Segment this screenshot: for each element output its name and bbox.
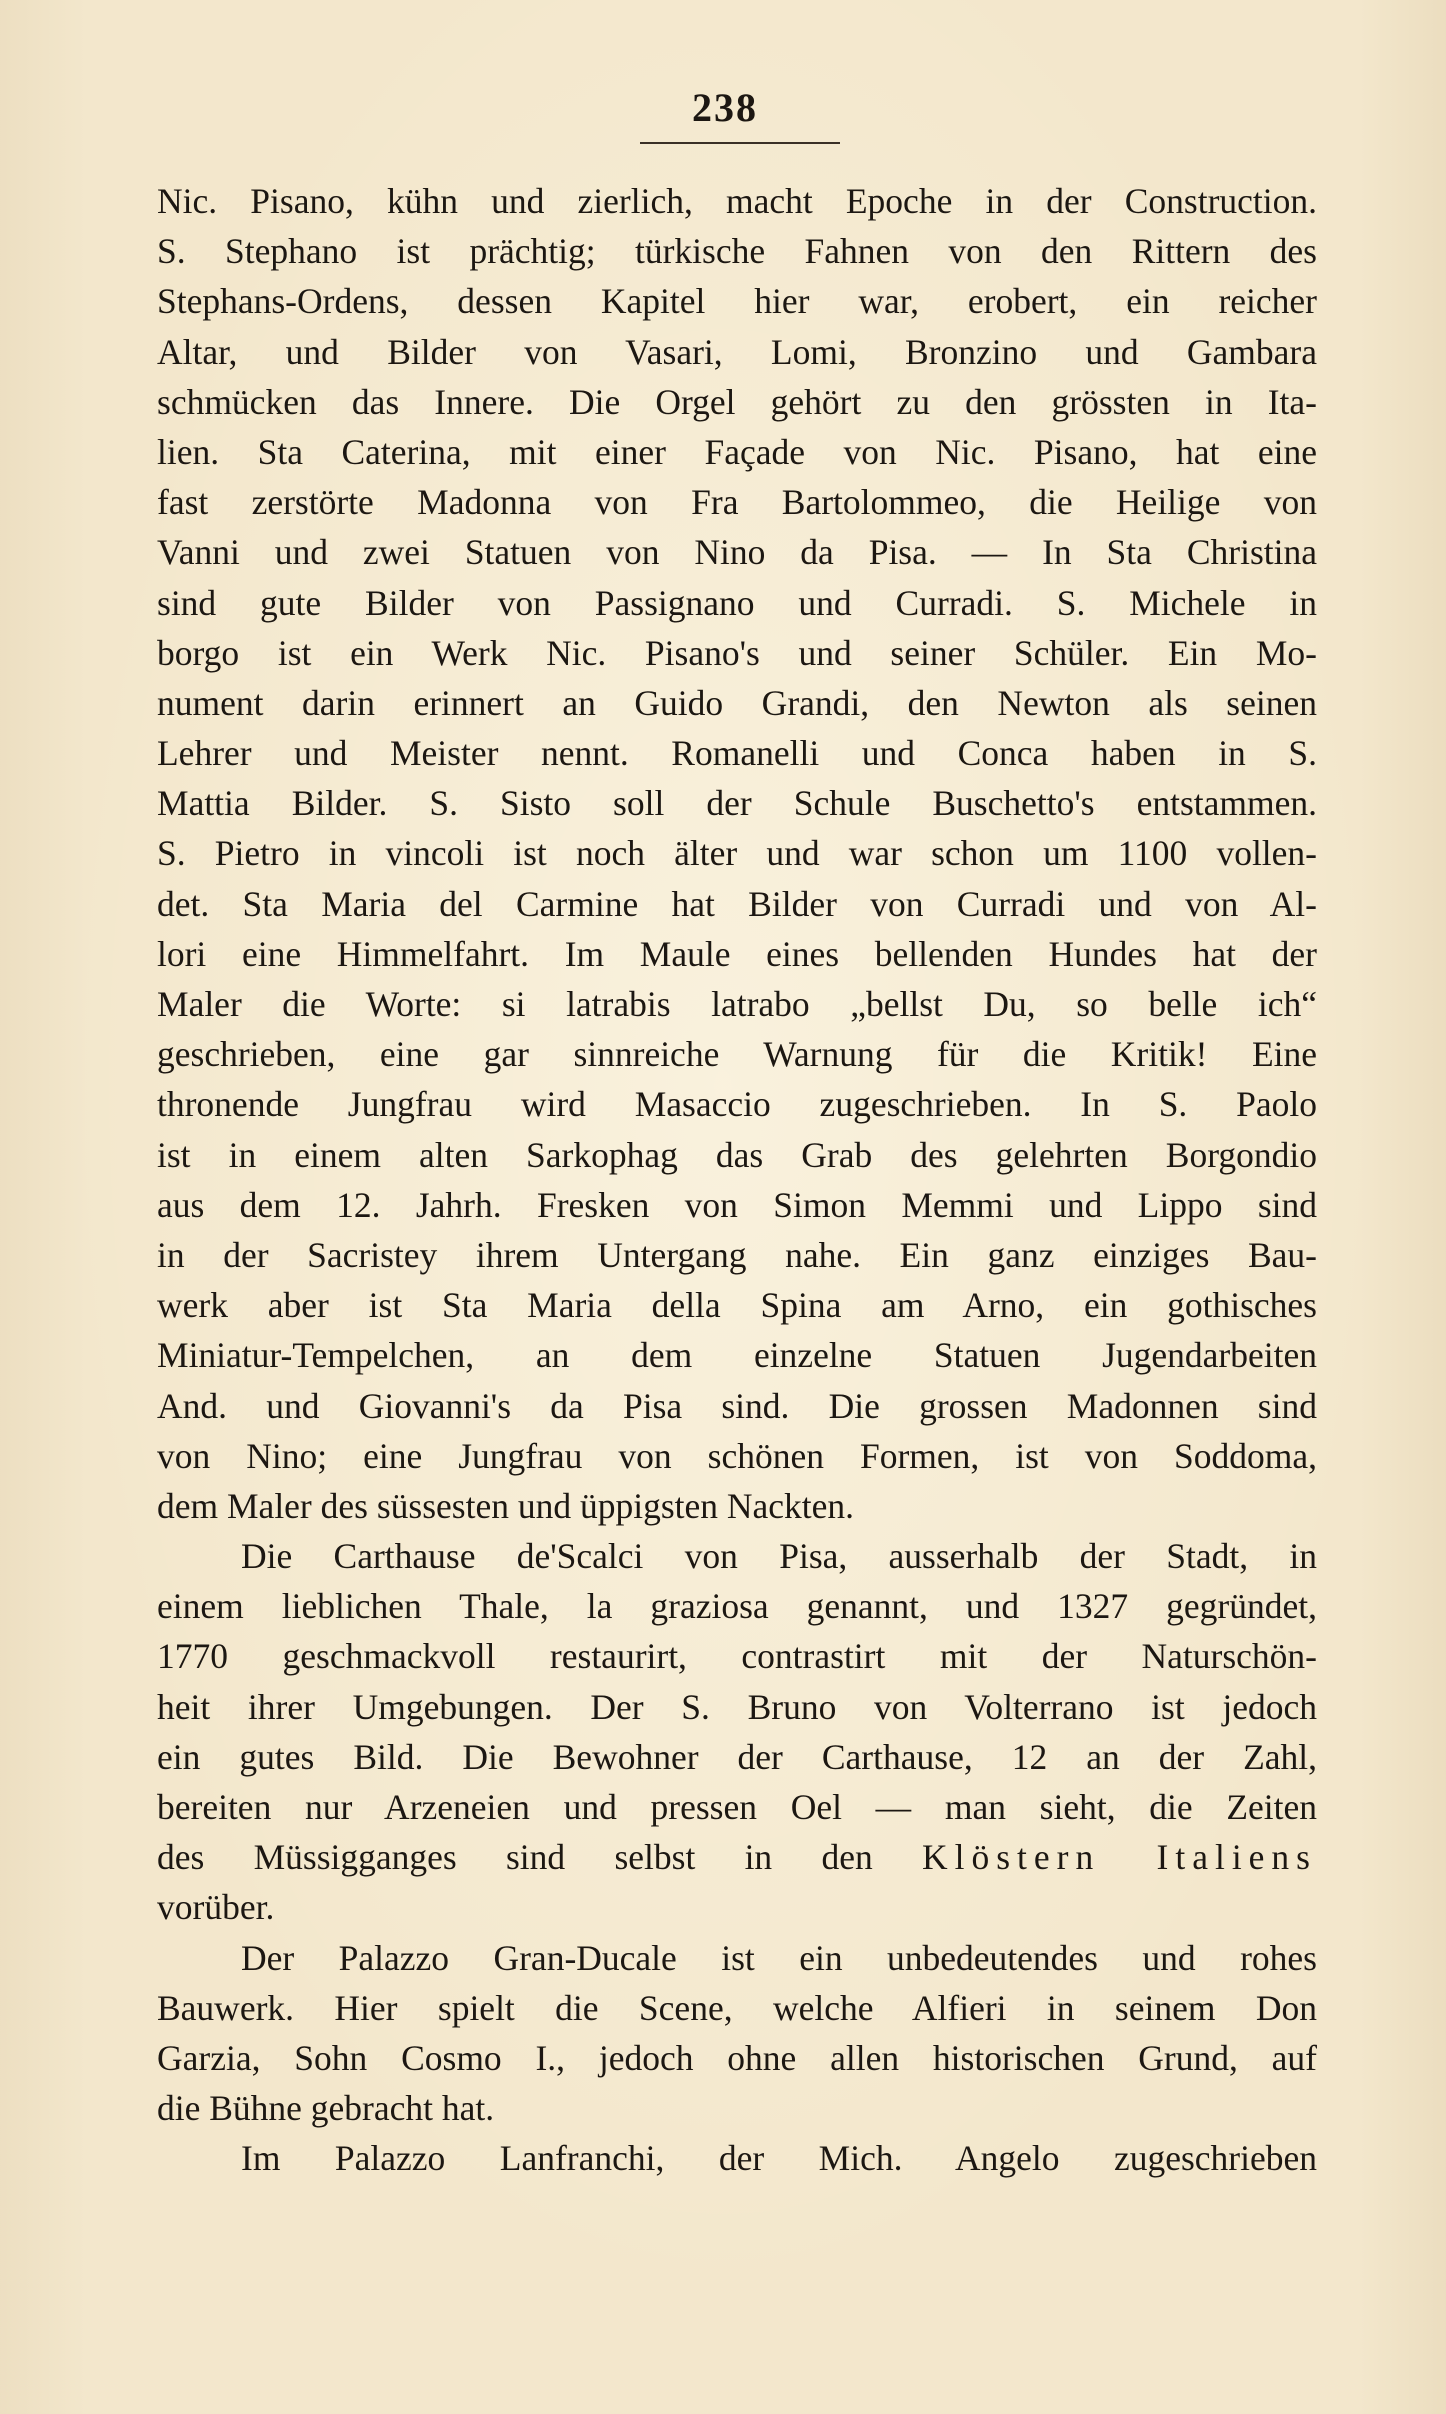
text-line: des Müssigganges sind selbst in den Klöstern Italiens bbox=[157, 1837, 1317, 1878]
page-number: 238 bbox=[692, 85, 758, 130]
text-line: die Bühne gebracht hat. bbox=[157, 2088, 495, 2129]
text-line: nument darin erinnert an Guido Grandi, den Newton als seinen bbox=[157, 682, 1317, 723]
text-line: Bauwerk. Hier spielt die Scene, welche Alfieri in seinem Don bbox=[157, 1987, 1317, 2028]
text-line: And. und Giovanni's da Pisa sind. Die grossen Madonnen sind bbox=[157, 1385, 1317, 1426]
text-line: thronende Jungfrau wird Masaccio zugeschrieben. In S. Paolo bbox=[157, 1084, 1317, 1125]
text-line: bereiten nur Arzeneien und pressen Oel — man sieht, die Zeiten bbox=[157, 1787, 1317, 1827]
text-line: borgo ist ein Werk Nic. Pisano's und seiner Schüler. Ein Mo- bbox=[157, 632, 1317, 673]
text-line: von Nino; eine Jungfrau von schönen Formen, ist von Soddoma, bbox=[157, 1435, 1317, 1476]
text-line: vorüber. bbox=[157, 1887, 275, 1928]
text-line: lien. Sta Caterina, mit einer Façade von Nic. Pisano, hat eine bbox=[157, 431, 1317, 472]
text-line: lori eine Himmelfahrt. Im Maule eines bellenden Hundes hat der bbox=[157, 933, 1317, 974]
text-line: dem Maler des süssesten und üppigsten Nackten. bbox=[157, 1485, 855, 1526]
text-line: Stephans-Ordens, dessen Kapitel hier war, erobert, ein reicher bbox=[157, 281, 1317, 322]
text-line: Im Palazzo Lanfranchi, der Mich. Angelo zugeschrieben bbox=[241, 2138, 1317, 2179]
text-line: geschrieben, eine gar sinnreiche Warnung für die Kritik! Eine bbox=[157, 1034, 1317, 1075]
text-line: ein gutes Bild. Die Bewohner der Carthause, 12 an der Zahl, bbox=[157, 1736, 1317, 1777]
text-line: Nic. Pisano, kühn und zierlich, macht Epoche in der Construction. bbox=[157, 181, 1317, 221]
paragraph-3 bbox=[157, 1933, 1317, 2134]
text-line: werk aber ist Sta Maria della Spina am Arno, ein gothisches bbox=[157, 1285, 1317, 1326]
text-line: Die Carthause de'Scalci von Pisa, ausserhalb der Stadt, in bbox=[241, 1536, 1317, 1577]
page-number-rule bbox=[640, 142, 840, 144]
text-line: schmücken das Innere. Die Orgel gehört zu den grössten in Ita- bbox=[157, 381, 1317, 422]
text-line: Altar, und Bilder von Vasari, Lomi, Bronzino und Gambara bbox=[157, 331, 1317, 372]
text-line: fast zerstörte Madonna von Fra Bartolommeo, die Heilige von bbox=[157, 482, 1317, 523]
text-line: Vanni und zwei Statuen von Nino da Pisa. — In Sta Christina bbox=[157, 532, 1317, 573]
paragraph-4 bbox=[157, 2133, 1317, 2183]
text-line: Miniatur-Tempelchen, an dem einzelne Statuen Jugendarbeiten bbox=[157, 1335, 1317, 1376]
text-line: in der Sacristey ihrem Untergang nahe. Ein ganz einziges Bau- bbox=[157, 1234, 1317, 1275]
text-line: Mattia Bilder. S. Sisto soll der Schule Buschetto's entstammen. bbox=[157, 783, 1317, 824]
text-line: sind gute Bilder von Passignano und Curradi. S. Michele in bbox=[157, 582, 1317, 623]
text-line: S. Pietro in vincoli ist noch älter und war schon um 1100 vollen- bbox=[157, 833, 1317, 874]
paragraph-2 bbox=[157, 1531, 1317, 1933]
text-line: 1770 geschmackvoll restaurirt, contrastirt mit der Naturschön- bbox=[157, 1636, 1317, 1677]
text-line: Maler die Worte: si latrabis latrabo „bellst Du, so belle ich“ bbox=[157, 984, 1317, 1024]
body-text bbox=[157, 176, 1317, 2184]
text-line: aus dem 12. Jahrh. Fresken von Simon Memmi und Lippo sind bbox=[157, 1184, 1317, 1225]
text-line: Garzia, Sohn Cosmo I., jedoch ohne allen historischen Grund, auf bbox=[157, 2037, 1317, 2078]
text-line: heit ihrer Umgebungen. Der S. Bruno von Volterrano ist jedoch bbox=[157, 1686, 1317, 1727]
text-line: ist in einem alten Sarkophag das Grab des gelehrten Borgondio bbox=[157, 1134, 1317, 1175]
emphasized-text: Klöstern Italiens bbox=[921, 1837, 1317, 1878]
text-line: Lehrer und Meister nennt. Romanelli und Conca haben in S. bbox=[157, 733, 1317, 774]
text-line: det. Sta Maria del Carmine hat Bilder von Curradi und von Al- bbox=[157, 883, 1317, 924]
text-line: S. Stephano ist prächtig; türkische Fahnen von den Rittern des bbox=[157, 231, 1317, 272]
paragraph-1 bbox=[157, 176, 1317, 1531]
text-line: Der Palazzo Gran-Ducale ist ein unbedeutendes und rohes bbox=[241, 1937, 1317, 1978]
text-line: einem lieblichen Thale, la graziosa genannt, und 1327 gegründet, bbox=[157, 1586, 1317, 1627]
